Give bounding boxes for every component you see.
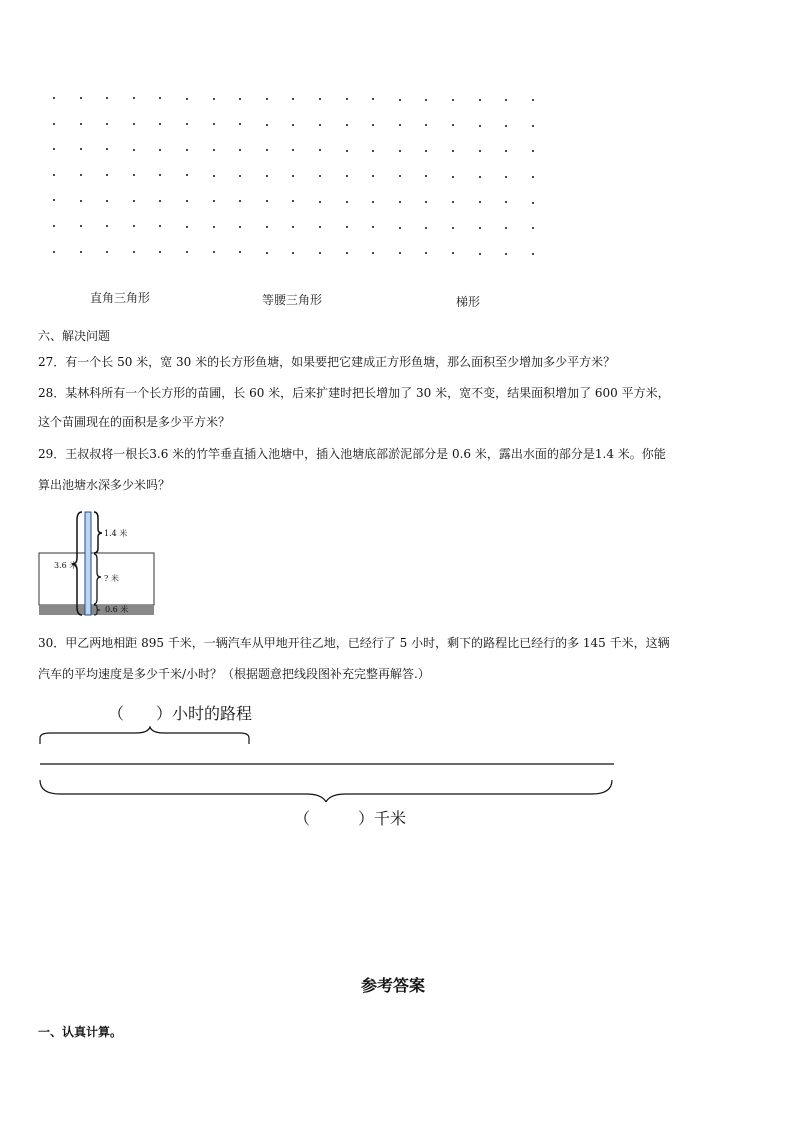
grid-dot	[372, 124, 374, 126]
grid-dot	[479, 99, 481, 101]
answers-section-1: 一、认真计算。	[38, 1025, 123, 1039]
grid-dot	[186, 123, 188, 125]
grid-dot	[213, 175, 215, 177]
grid-dot	[425, 124, 427, 126]
grid-dot	[80, 123, 82, 125]
grid-dot	[106, 123, 108, 125]
grid-dot	[505, 150, 507, 152]
grid-dot	[186, 251, 188, 253]
grid-dot	[319, 201, 321, 203]
grid-dot	[346, 175, 348, 177]
grid-dot	[319, 175, 321, 177]
bottom-brace	[40, 780, 612, 802]
problem-29-line1: 29．王叔叔将一根长3.6 米的竹竿垂直插入池塘中，插入池塘底部淤泥部分是 0.6 米，露出水面的部分是1.4 米。你能	[38, 447, 666, 461]
grid-dot	[505, 125, 507, 127]
grid-dot	[133, 200, 135, 202]
grid-dot	[479, 227, 481, 229]
grid-dot	[133, 225, 135, 227]
grid-dot	[239, 226, 241, 228]
grid-dot	[239, 98, 241, 100]
grid-dot	[399, 227, 401, 229]
grid-dot	[372, 226, 374, 228]
segment-bottom-label: （ ）千米	[294, 809, 407, 828]
shape-label-right-triangle: 直角三角形	[90, 291, 151, 305]
grid-dot	[532, 150, 534, 152]
grid-dot	[106, 251, 108, 253]
grid-dot	[505, 176, 507, 178]
grid-dot	[80, 97, 82, 99]
pond-label-water: ? 米	[104, 574, 119, 583]
grid-dot	[292, 124, 294, 126]
grid-dot	[186, 200, 188, 202]
grid-dot	[53, 251, 55, 253]
grid-dot	[532, 227, 534, 229]
section-heading-6: 六、解决问题	[38, 329, 111, 343]
grid-dot	[53, 123, 55, 125]
grid-dot	[346, 150, 348, 152]
grid-dot	[80, 251, 82, 253]
grid-dot	[452, 252, 454, 254]
grid-dot	[505, 227, 507, 229]
grid-dot	[213, 226, 215, 228]
grid-dot	[346, 226, 348, 228]
grid-dot	[53, 148, 55, 150]
grid-dot	[133, 123, 135, 125]
grid-dot	[266, 149, 268, 151]
problem-28-line2: 这个苗圃现在的面积是多少平方米？	[38, 415, 231, 429]
problem-30-line1: 30．甲乙两地相距 895 千米，一辆汽车从甲地开往乙地，已经行了 5 小时，剩下的路程比已经行的多 145 千米，这辆	[38, 636, 670, 650]
grid-dot	[372, 98, 374, 100]
problem-29-line2: 算出池塘水深多少米吗？	[38, 478, 171, 492]
grid-dot	[239, 251, 241, 253]
shape-label-isosceles-triangle: 等腰三角形	[262, 293, 323, 307]
grid-dot	[133, 251, 135, 253]
grid-dot	[399, 99, 401, 101]
grid-dot	[505, 253, 507, 255]
problem-30-line2: 汽车的平均速度是多少千米/小时？（根据题意把线段图补充完整再解答.）	[38, 667, 430, 681]
grid-dot	[159, 123, 161, 125]
grid-dot	[479, 201, 481, 203]
grid-dot	[53, 174, 55, 176]
grid-dot	[159, 225, 161, 227]
grid-dot	[186, 226, 188, 228]
grid-dot	[266, 98, 268, 100]
grid-dot	[399, 175, 401, 177]
grid-dot	[346, 98, 348, 100]
grid-dot	[452, 201, 454, 203]
pond-label-mud: 0.6 米	[105, 605, 129, 614]
grid-dot	[106, 200, 108, 202]
grid-dot	[372, 150, 374, 152]
grid-dot	[452, 99, 454, 101]
grid-dot	[80, 225, 82, 227]
grid-dot	[106, 97, 108, 99]
grid-dot	[532, 202, 534, 204]
grid-dot	[213, 98, 215, 100]
grid-dot	[159, 200, 161, 202]
grid-dot	[186, 174, 188, 176]
grid-dot	[80, 148, 82, 150]
grid-dot	[292, 149, 294, 151]
grid-dot	[425, 150, 427, 152]
grid-dot	[159, 174, 161, 176]
grid-dot	[505, 201, 507, 203]
pond-label-total: 3.6 米	[54, 561, 78, 570]
grid-dot	[319, 226, 321, 228]
grid-dot	[452, 227, 454, 229]
grid-dot	[266, 226, 268, 228]
grid-dot	[346, 124, 348, 126]
grid-dot	[266, 200, 268, 202]
bamboo-pole	[85, 512, 91, 615]
grid-dot	[532, 99, 534, 101]
grid-dot	[266, 124, 268, 126]
grid-dot	[239, 200, 241, 202]
grid-dot	[239, 175, 241, 177]
grid-dot	[425, 201, 427, 203]
grid-dot	[266, 175, 268, 177]
grid-dot	[292, 226, 294, 228]
grid-dot	[479, 125, 481, 127]
grid-dot	[266, 252, 268, 254]
segment-diagram	[36, 726, 618, 802]
grid-dot	[319, 124, 321, 126]
grid-dot	[319, 149, 321, 151]
grid-dot	[532, 176, 534, 178]
grid-dot	[292, 200, 294, 202]
grid-dot	[213, 123, 215, 125]
grid-dot	[452, 150, 454, 152]
grid-dot	[425, 175, 427, 177]
grid-dot	[133, 174, 135, 176]
grid-dot	[186, 149, 188, 151]
answers-title: 参考答案	[361, 976, 426, 995]
grid-dot	[372, 252, 374, 254]
grid-dot	[319, 98, 321, 100]
grid-dot	[213, 251, 215, 253]
grid-dot	[399, 201, 401, 203]
grid-dot	[80, 174, 82, 176]
segment-top-label: （ ）小时的路程	[108, 704, 253, 723]
pond-label-above: 1.4 米	[104, 529, 128, 538]
grid-dot	[133, 149, 135, 151]
grid-dot	[399, 252, 401, 254]
grid-dot	[425, 99, 427, 101]
shape-label-trapezoid: 梯形	[456, 295, 481, 309]
brace-above	[94, 512, 102, 553]
grid-dot	[106, 174, 108, 176]
grid-dot	[479, 176, 481, 178]
grid-dot	[479, 253, 481, 255]
grid-dot	[159, 149, 161, 151]
grid-dot	[292, 98, 294, 100]
grid-dot	[346, 252, 348, 254]
grid-dot	[292, 252, 294, 254]
problem-27: 27．有一个长 50 米，宽 30 米的长方形鱼塘，如果要把它建成正方形鱼塘，那么面积至少增加多少平方米？	[38, 355, 616, 369]
grid-dot	[80, 200, 82, 202]
grid-dot	[425, 227, 427, 229]
grid-dot	[452, 124, 454, 126]
top-brace	[40, 727, 249, 744]
grid-dot	[532, 253, 534, 255]
grid-dot	[53, 97, 55, 99]
grid-dot	[53, 199, 55, 201]
grid-dot	[159, 97, 161, 99]
grid-dot	[505, 99, 507, 101]
problem-28-line1: 28．某林科所有一个长方形的苗圃，长 60 米，后来扩建时把长增加了 30 米，宽不变，结果面积增加了 600 平方米，	[38, 386, 670, 400]
grid-dot	[133, 97, 135, 99]
grid-dot	[213, 200, 215, 202]
grid-dot	[292, 175, 294, 177]
grid-dot	[159, 251, 161, 253]
grid-dot	[479, 150, 481, 152]
grid-dot	[239, 149, 241, 151]
grid-dot	[239, 123, 241, 125]
grid-dot	[213, 149, 215, 151]
grid-dot	[425, 252, 427, 254]
grid-dot	[186, 98, 188, 100]
grid-dot	[532, 125, 534, 127]
grid-dot	[319, 252, 321, 254]
grid-dot	[372, 175, 374, 177]
grid-dot	[372, 201, 374, 203]
grid-dot	[346, 201, 348, 203]
grid-dot	[452, 176, 454, 178]
grid-dot	[399, 150, 401, 152]
dot-grid	[0, 0, 794, 270]
grid-dot	[399, 124, 401, 126]
grid-dot	[106, 225, 108, 227]
grid-dot	[53, 225, 55, 227]
grid-dot	[106, 148, 108, 150]
